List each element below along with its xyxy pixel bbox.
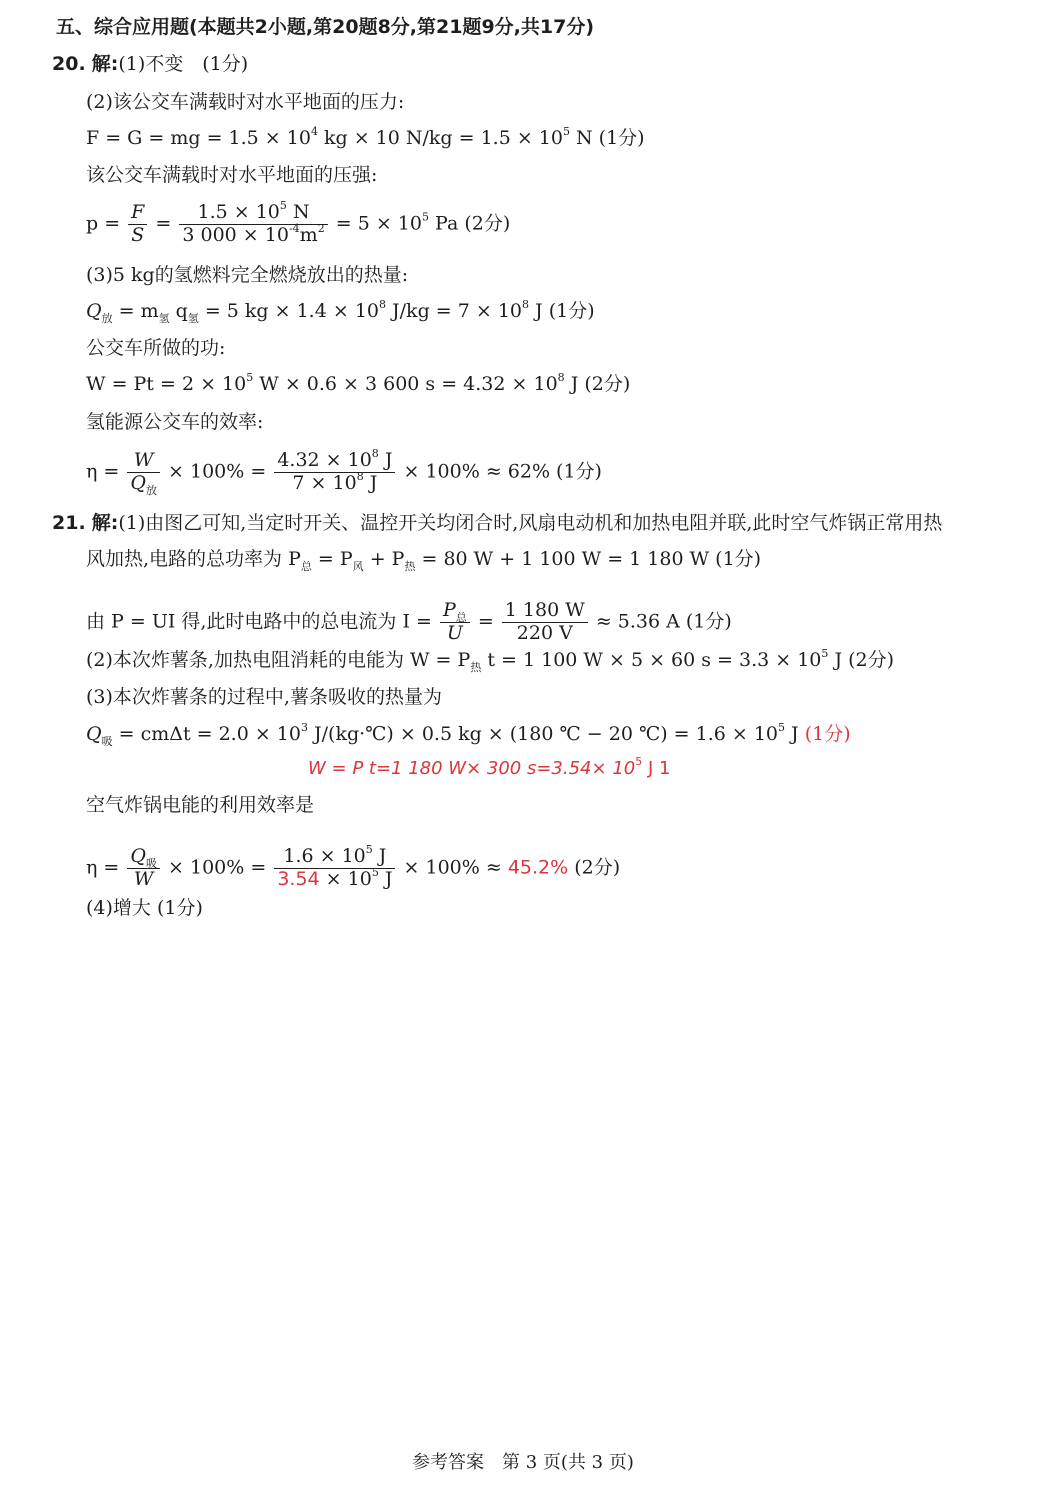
eta21-fraction-symbolic: $\frac{Q_吸}{W}$ <box>127 846 160 891</box>
q21-part3-title: (3)本次炸薯条的过程中,薯条吸收的热量为 <box>86 686 442 708</box>
pressure-value-den: 3 $000 \times 10^{-4}m^2$ <box>182 221 325 246</box>
q20-force-equation <box>86 125 645 149</box>
force-text-1: F = G = mg = 1.5 × 10 <box>86 127 311 149</box>
eta20-fraction-symbolic: $\frac{W}{Q_放}$ <box>127 450 160 495</box>
q20-efficiency-equation: η = $\frac{W}{Q_放}$ × 100% = $\frac{4.32 \times 10^8 J}{7 \times 10^8 J}$ × 100% ≈ 62% (1分) <box>86 447 602 497</box>
force-exp-2: 5 <box>562 125 570 138</box>
force-text-2: kg × 10 N/kg = 1.5 × 10 <box>317 127 563 149</box>
pressure-fraction-fs <box>128 202 147 247</box>
q21-line-1 <box>52 514 942 533</box>
eta20-fraction-values: $\frac{4.32 \times 10^8 J}{7 \times 10^8 J}$ <box>274 450 395 495</box>
current-fraction-symbolic: $\frac{P_总}{U}$ <box>440 600 470 645</box>
q20-work-equation: $W = Pt = 2 \times 10^5$ W × 0.6 × 3 600 $s = 4.32 \times 10^8$ J (2分) <box>86 371 631 395</box>
red-efficiency-result: 45.2% <box>507 856 569 879</box>
pressure-fraction-values <box>179 199 327 247</box>
pressure-value-num: $1.5 \times 10^5$ N <box>179 202 327 225</box>
q20-heat-equation: $Q_放 = m_氢$ $q_氢 = 5$ kg × $1.4 \times 10^8$ $J/kg = 7 \times 10^8$ J (1分) <box>86 298 595 325</box>
q20-pressure-title: 该公交车满载时对水平地面的压强: <box>86 164 378 186</box>
q20-efficiency-title: 氢能源公交车的效率: <box>86 411 264 433</box>
q20-jie: 解: <box>91 53 119 75</box>
q21-current-equation: 由 P = UI 得,此时电路中的总电流为 I = $\frac{P_总}{U}$ = $\frac{1 180 W}{220 V}$ ≈ 5.36 A (1分) <box>86 599 732 644</box>
q21-efficiency-equation: η = $\frac{Q_吸}{W}$ × 100% = $\frac{1.6 \times 10^5 J}{3.54 \times 10^5 J}$ × 100% ≈ 45.2% (2分) <box>86 843 621 890</box>
red-handwritten-work-line: W = P t=1 180 W× 300 $s=3.54\times 10^5$ J 1 <box>308 755 671 779</box>
q20-part3-title: (3)5 kg的氢燃料完全燃烧放出的热量: <box>86 264 409 286</box>
q20-part2-title: (2)该公交车满载时对水平地面的压力: <box>86 91 405 113</box>
current-fraction-values: $\frac{1 180 W}{220 V}$ <box>502 600 588 645</box>
q21-efficiency-title: 空气炸锅电能的利用效率是 <box>86 794 315 816</box>
red-denominator-value: 3.54 <box>277 867 320 890</box>
force-exp-1: 4 <box>310 125 318 138</box>
q20-line-1 <box>52 55 248 74</box>
q21-part2-equation: (2)本次炸薯条,加热电阻消耗的电能为 $W = P_热$ t = 1 100 W × 5 × 60 $s = 3.3 \times 10^5$ J (2分) <box>86 647 895 674</box>
q20-pressure-equation <box>86 199 511 247</box>
q21-part4: (4)增大 (1分) <box>86 897 203 919</box>
q21-heat-equation: $Q_吸 = cm\Delta t = 2.0 \times 10^3$ J/(kg·℃) × 0.5 kg × (180 ℃ − 20 ℃) = $1.6 \times 10^5$ J (1分) <box>86 721 851 748</box>
q21-part1-text: (1)由图乙可知,当定时开关、温控开关均闭合时,风扇电动机和加热电阻并联,此时空气炸锅正常用热 <box>118 512 943 534</box>
pressure-result-exp: 5 <box>421 210 429 224</box>
pressure-lhs: p = <box>86 212 121 235</box>
pressure-frac-num: F <box>128 202 147 225</box>
force-text-3: N (1分) <box>569 127 645 149</box>
pressure-result-post: Pa (2分) <box>428 212 511 235</box>
pressure-frac-den: S <box>131 223 145 246</box>
q20-work-title: 公交车所做的功: <box>86 337 226 359</box>
section-title: 五、综合应用题(本题共2小题,第20题8分,第21题9分,共17分) <box>56 16 595 38</box>
q20-number: 20. <box>52 53 86 75</box>
page-footer: 参考答案 第 3 页(共 3 页) <box>412 1452 634 1473</box>
q21-power-equation: 风加热,电路的总功率为 $P_总 = P_风 + P_热 = 80$ W + 1 100 W = 1 180 W (1分) <box>86 548 762 573</box>
eta21-fraction-values: $\frac{1.6 \times 10^5 J}{3.54 \times 10^5 J}$ <box>274 846 395 891</box>
pressure-eq: = <box>155 212 172 235</box>
q21-number: 21. <box>52 512 86 534</box>
red-score-annotation: (1分) <box>798 723 851 745</box>
q20-part1: (1)不变 (1分) <box>118 53 249 75</box>
q21-jie: 解: <box>91 512 119 534</box>
pressure-result: = 5 × 10 <box>335 212 422 235</box>
